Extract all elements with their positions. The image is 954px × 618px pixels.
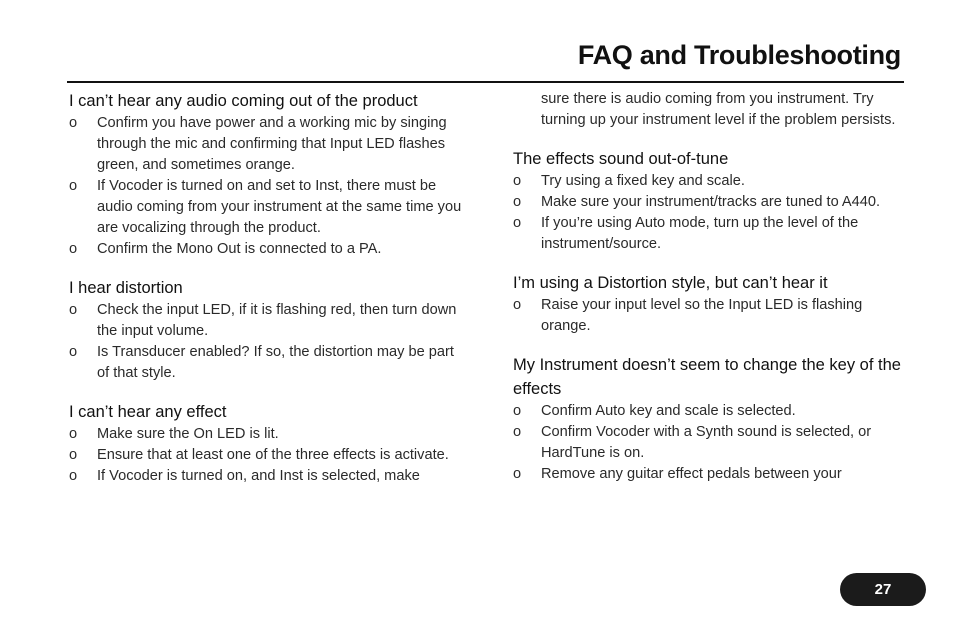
bullet-list [69,300,469,384]
page-number-badge [840,573,926,606]
faq-section [513,147,908,255]
bullet-list [513,171,908,255]
list-item: o If Vocoder is turned on, and Inst is selected, make [69,466,469,487]
bullet-glyph: o [513,424,522,440]
list-item: o Confirm Vocoder with a Synth sound is selected, or HardTune is on. [513,424,872,461]
left-column [69,89,469,503]
bullet-glyph: o [513,194,522,210]
bullet-glyph: o [513,403,522,419]
list-item: o Remove any guitar effect pedals between your [513,464,908,485]
list-item: o If you’re using Auto mode, turn up the level of the instrument/source. [513,215,859,252]
list-item: o Make sure the On LED is lit. [69,424,469,445]
list-item: o Confirm you have power and a working mic by singing through the mic and confirming that Input LED flashes green, and sometimes orange. [69,115,447,173]
list-item: o Ensure that at least one of the three effects is activate. [69,445,469,466]
bullet-list [513,401,908,485]
faq-section [69,89,469,260]
list-item: o If Vocoder is turned on and set to Inst, there must be audio coming from your instrument at the same time you are vocalizing through the product. [69,178,462,236]
bullet-glyph: o [69,468,78,484]
bullet-list [69,113,469,260]
bullet-glyph: o [513,297,522,313]
continued-text-block [513,89,908,131]
list-item: o Check the input LED, if it is flashing red, then turn down the input volume. [69,302,457,339]
bullet-glyph: o [513,173,522,189]
bullet-glyph: o [69,344,78,360]
list-item: o Is Transducer enabled? If so, the distortion may be part of that style. [69,344,454,381]
faq-section [69,276,469,384]
section-heading: My Instrument doesn’t seem to change the key of the effects [513,356,901,398]
list-item: o Make sure your instrument/tracks are tuned to A440. [513,192,908,213]
list-item: o Confirm Auto key and scale is selected. [513,401,908,422]
list-item: o Confirm the Mono Out is connected to a PA. [69,239,469,260]
list-item: o Try using a fixed key and scale. [513,171,908,192]
section-heading: I’m using a Distortion style, but can’t hear it [513,274,828,292]
section-heading: I can’t hear any effect [69,403,227,421]
page-number: 27 [874,581,892,598]
section-heading: The effects sound out-of-tune [513,150,729,168]
page-title: FAQ and Troubleshooting [577,40,901,70]
title-divider [67,81,904,83]
bullet-glyph: o [69,426,78,442]
list-item: o Raise your input level so the Input LED is flashing orange. [513,297,863,334]
bullet-glyph: o [69,241,78,257]
bullet-glyph: o [69,302,78,318]
faq-section [69,400,469,487]
right-column [513,89,908,501]
bullet-glyph: o [69,178,78,194]
section-heading: I can’t hear any audio coming out of the product [69,92,418,110]
continued-item-text: sure there is audio coming from you instrument. Try turning up your instrument level if the problem persists. [541,91,896,128]
faq-section [513,353,908,485]
bullet-glyph: o [69,447,78,463]
bullet-list [69,424,469,487]
bullet-glyph: o [513,466,522,482]
bullet-list [513,295,908,337]
bullet-glyph: o [513,215,522,231]
bullet-glyph: o [69,115,78,131]
faq-section [513,271,908,337]
section-heading: I hear distortion [69,279,183,297]
